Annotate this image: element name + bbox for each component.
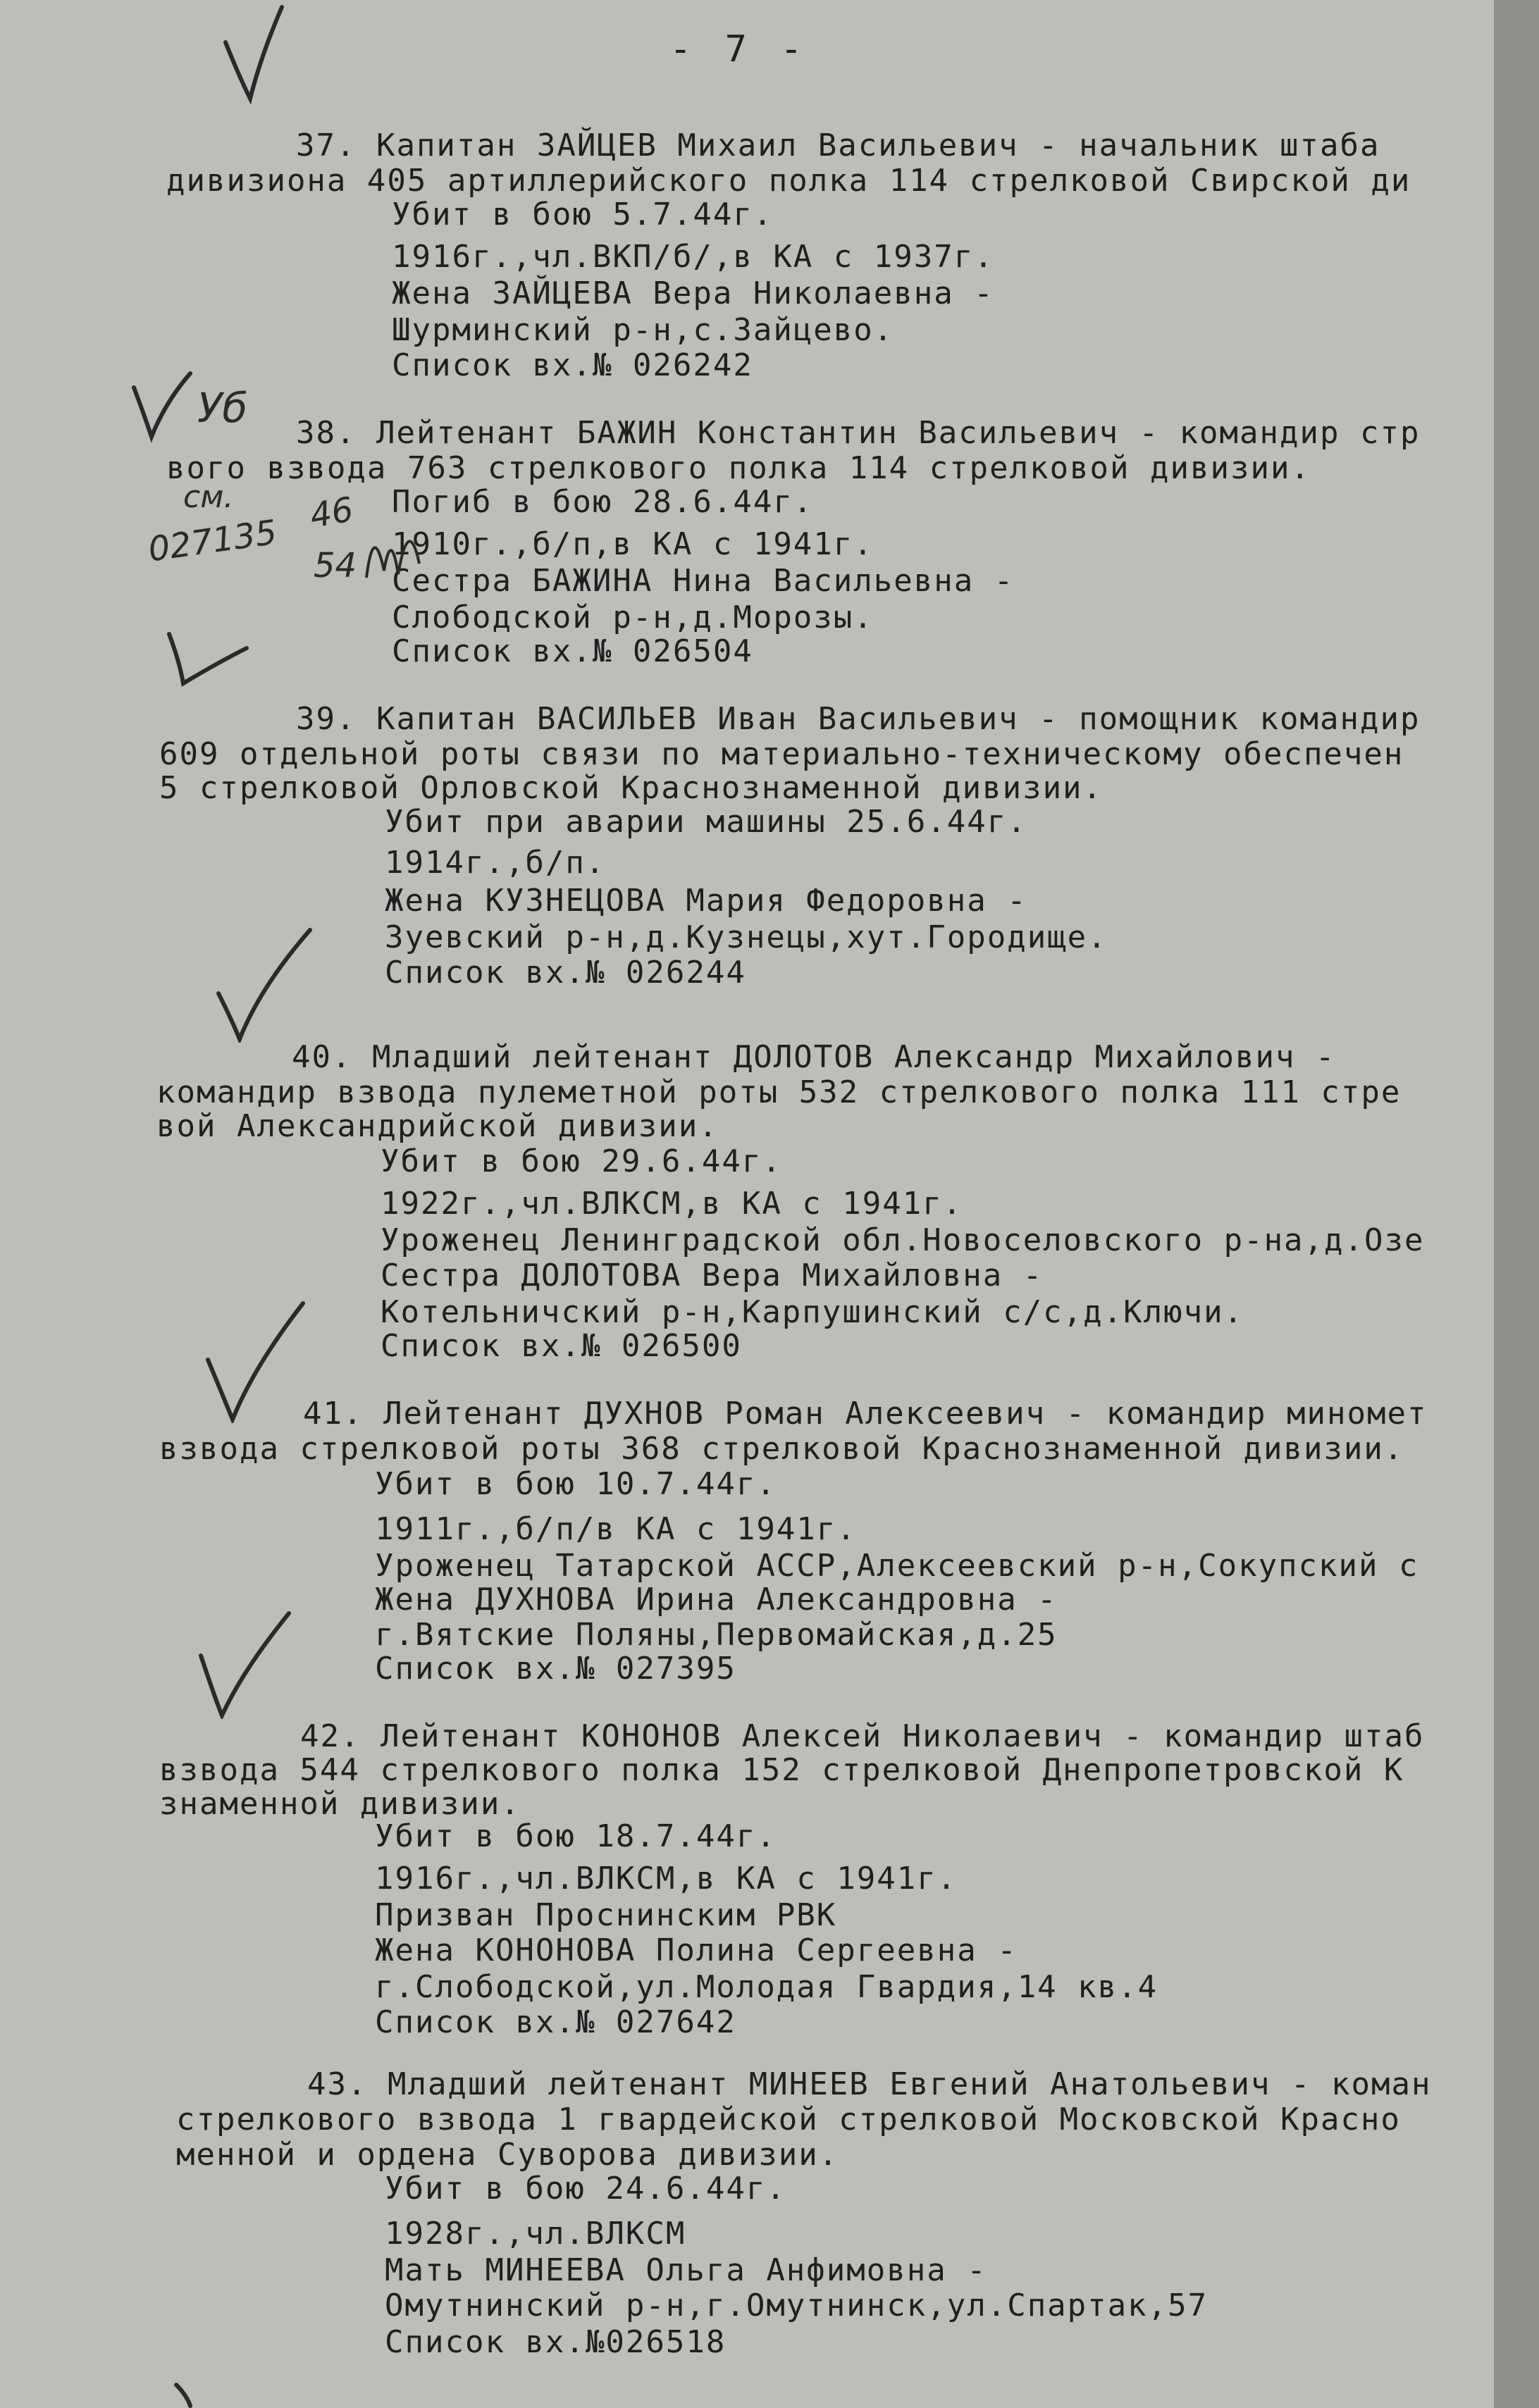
entry-43-line-3: менной и ордена Суворова дивизии. [176, 2137, 839, 2173]
entry-37-line-1: 37. Капитан ЗАЙЦЕВ Михаил Васильевич - начальник штаба [296, 128, 1380, 163]
entry-43-line-7: Омутнинский р-н,г.Омутнинск,ул.Спартак,57 [385, 2288, 1209, 2323]
entry-40-line-3: вой Александрийской дивизии. [156, 1108, 719, 1144]
entry-39-line-3: 5 стрелковой Орловской Краснознаменной дивизии. [159, 770, 1104, 806]
entry-39-line-5: 1914г.,б/п. [385, 845, 606, 881]
entry-42-line-9: Список вх.№ 027642 [375, 2004, 736, 2040]
entry-42-line-5: 1916г.,чл.ВЛКСМ,в КА с 1941г. [375, 1861, 958, 1897]
entry-37-line-6: Шурминский р-н,с.Зайцево. [392, 312, 894, 348]
entry-41-line-3: Убит в бою 10.7.44г. [375, 1466, 777, 1502]
entry-38-line-3: Погиб в бою 28.6.44г. [392, 484, 814, 520]
entry-38-line-7: Список вх.№ 026504 [392, 633, 753, 669]
entry-41-line-8: Список вх.№ 027395 [375, 1651, 736, 1687]
entry-38-line-4: 1910г.,б/п,в КА с 1941г. [392, 526, 874, 562]
entry-41-line-4: 1911г.,б/п/в КА с 1941г. [375, 1511, 857, 1547]
entry-39-line-8: Список вх.№ 026244 [385, 955, 746, 991]
entry-38-line-1: 38. Лейтенант БАЖИН Константин Васильевич - командир стр [296, 415, 1421, 451]
entry-43-line-4: Убит в бою 24.6.44г. [385, 2171, 786, 2207]
entry-40-line-4: Убит в бою 29.6.44г. [381, 1143, 782, 1179]
entry-37-line-7: Список вх.№ 026242 [392, 347, 753, 383]
entry-43-line-6: Мать МИНЕЕВА Ольга Анфимовна - [385, 2252, 987, 2288]
entry-40-line-5: 1922г.,чл.ВЛКСМ,в КА с 1941г. [381, 1186, 963, 1222]
entry-42-line-2: взвода 544 стрелкового полка 152 стрелковой Днепропетровской К [159, 1752, 1404, 1788]
entry-43-line-5: 1928г.,чл.ВЛКСМ [385, 2216, 686, 2252]
entry-41-line-1: 41. Лейтенант ДУХНОВ Роман Алексеевич - командир миномет [303, 1396, 1428, 1432]
entry-42-line-6: Призван Проснинским РВК [375, 1897, 837, 1933]
entry-42-line-4: Убит в бою 18.7.44г. [375, 1818, 777, 1854]
entry-38-line-5: Сестра БАЖИНА Нина Васильевна - [392, 563, 1015, 599]
checkmark-icon [211, 0, 296, 106]
entry-41-line-7: г.Вятские Поляны,Первомайская,д.25 [375, 1617, 1058, 1653]
entry-40-line-1: 40. Младший лейтенант ДОЛОТОВ Александр Михайлович - [292, 1039, 1336, 1075]
entry-42-line-7: Жена КОНОНОВА Полина Сергеевна - [375, 1932, 1018, 1968]
checkmark-icon [120, 366, 204, 444]
handwritten-note: Уб [197, 384, 248, 432]
entry-41-line-5: Уроженец Татарской АССР,Алексеевский р-н,Сокупский с [375, 1548, 1419, 1584]
checkmark-icon [190, 1606, 296, 1719]
entry-42-line-1: 42. Лейтенант КОНОНОВ Алексей Николаевич - командир штаб [300, 1718, 1425, 1754]
entry-38-line-6: Слободской р-н,д.Морозы. [392, 600, 874, 635]
checkmark-icon [204, 923, 317, 1043]
entry-39-line-1: 39. Капитан ВАСИЛЬЕВ Иван Васильевич - помощник командир [296, 701, 1421, 737]
entry-40-line-6: Уроженец Ленинградской обл.Новоселовского р-на,д.Озе [381, 1222, 1425, 1258]
entry-37-line-4: 1916г.,чл.ВКП/б/,в КА с 1937г. [392, 239, 994, 275]
entry-40-line-9: Список вх.№ 026500 [381, 1328, 742, 1364]
entry-43-line-1: 43. Младший лейтенант МИНЕЕВ Евгений Анатольевич - коман [307, 2066, 1432, 2102]
entry-40-line-2: командир взвода пулеметной роты 532 стрелкового полка 111 стре [156, 1074, 1402, 1110]
entry-41-line-6: Жена ДУХНОВА Ирина Александровна - [375, 1582, 1058, 1618]
entry-38-line-2: вого взвода 763 стрелкового полка 114 стрелковой дивизии. [166, 450, 1311, 486]
entry-40-line-7: Сестра ДОЛОТОВА Вера Михайловна - [381, 1258, 1044, 1293]
entry-39-line-6: Жена КУЗНЕЦОВА Мария Федоровна - [385, 883, 1027, 919]
entry-42-line-3: знаменной дивизии. [159, 1786, 521, 1822]
entry-39-line-4: Убит при аварии машины 25.6.44г. [385, 804, 1027, 840]
page-edge [1494, 0, 1539, 2408]
checkmark-icon [197, 1296, 310, 1423]
checkmark-icon [155, 606, 254, 690]
handwritten-note: 027135 [145, 512, 280, 570]
entry-37-line-3: Убит в бою 5.7.44г. [392, 197, 774, 232]
entry-40-line-8: Котельничский р-н,Карпушинский с/с,д.Ключи. [381, 1294, 1244, 1330]
entry-37-line-5: Жена ЗАЙЦЕВА Вера Николаевна - [392, 275, 994, 311]
handwritten-note: см. [183, 479, 234, 515]
entry-43-line-2: стрелкового взвода 1 гвардейской стрелковой Московской Красно [176, 2102, 1401, 2137]
entry-37-line-2: дивизиона 405 артиллерийского полка 114 стрелковой Свирской ди [166, 163, 1411, 199]
checkmark-icon [166, 2395, 180, 2408]
page-number: - 7 - [669, 28, 808, 70]
entry-41-line-2: взвода стрелковой роты 368 стрелковой Краснознаменной дивизии. [159, 1431, 1404, 1467]
entry-43-line-8: Список вх.№026518 [385, 2324, 727, 2360]
entry-39-line-2: 609 отдельной роты связи по материально-техническому обеспечен [159, 736, 1404, 772]
handwritten-note: 46 [307, 490, 357, 536]
signature-icon [359, 507, 430, 592]
handwritten-note: 54 [314, 546, 357, 585]
entry-39-line-7: Зуевский р-н,д.Кузнецы,хут.Городище. [385, 919, 1108, 955]
entry-42-line-8: г.Слободской,ул.Молодая Гвардия,14 кв.4 [375, 1969, 1158, 2005]
